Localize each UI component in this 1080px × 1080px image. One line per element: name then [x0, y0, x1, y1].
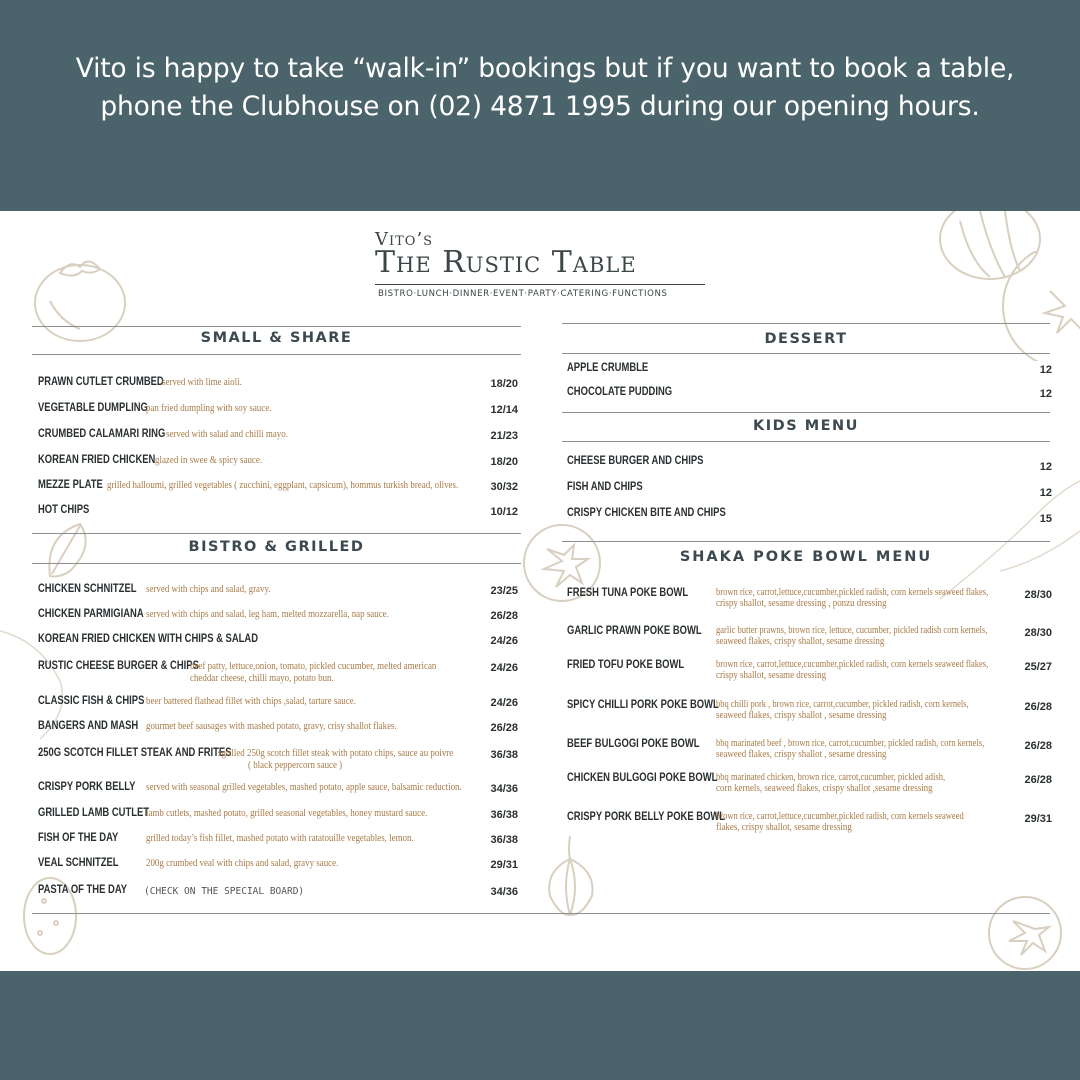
menu-item-row — [567, 455, 1052, 479]
item-price: 21/23 — [490, 430, 518, 442]
menu-item-row — [38, 608, 518, 632]
section-title-dessert: DESSERT — [764, 331, 848, 347]
item-price: 18/20 — [490, 378, 518, 390]
restaurant-logo — [375, 229, 715, 299]
item-price: 28/30 — [1024, 627, 1052, 639]
divider — [32, 533, 521, 534]
menu-item-row — [38, 583, 518, 607]
item-name: CRISPY CHICKEN BITE AND CHIPS — [567, 507, 726, 519]
item-description: beer battered flathead fillet with chips ,salad, tartare sauce. — [146, 696, 356, 707]
item-name: VEGETABLE DUMPLING — [38, 402, 148, 414]
item-price: 23/25 — [490, 585, 518, 597]
item-description: glazed in swee & spicy sauce. — [155, 455, 263, 466]
menu-item-row — [38, 720, 518, 744]
item-name: CRISPY PORK BELLY POKE BOWL — [567, 811, 726, 823]
item-description: garlic butter prawns, brown rice, lettuce, cucumber, pickled radish corn kernels, — [716, 625, 988, 636]
menu-item-row — [38, 781, 518, 805]
item-price: 12/14 — [490, 404, 518, 416]
section-title-poke: SHAKA POKE BOWL MENU — [679, 549, 933, 565]
booking-notice — [40, 50, 1080, 126]
item-description: brown rice, carrot,lettuce,cucumber,pickled radish, corn kernels seaweed — [716, 811, 964, 822]
item-name: RUSTIC CHEESE BURGER & CHIPS — [38, 660, 199, 672]
item-name: CHICKEN BULGOGI POKE BOWL — [567, 772, 718, 784]
item-price: 12 — [1039, 487, 1052, 499]
item-description: served with salad and chilli mayo. — [166, 429, 288, 440]
section-title-bistro: BISTRO & GRILLED — [188, 539, 365, 555]
tomato-icon — [985, 891, 1065, 971]
item-price: 12 — [1039, 461, 1052, 473]
item-name: VEAL SCHNITZEL — [38, 857, 119, 869]
item-price: 26/28 — [490, 722, 518, 734]
item-description: (CHECK ON THE SPECIAL BOARD) — [144, 886, 305, 897]
item-description: served with chips and salad, gravy. — [146, 584, 271, 595]
menu-item-row — [567, 587, 1052, 611]
item-name: CRUMBED CALAMARI RING — [38, 428, 166, 440]
item-description: grilled halloumi, grilled vegetables ( zucchini, eggplant, capsicum), hommus turkish bread, olives. — [107, 480, 459, 491]
item-description: served with seasonal grilled vegetables, mashed potato, apple sauce, balsamic reduction. — [146, 782, 462, 793]
menu-item-row — [38, 633, 518, 657]
divider — [32, 913, 1050, 914]
item-price: 36/38 — [490, 749, 518, 761]
item-price: 36/38 — [490, 834, 518, 846]
item-description: brown rice, carrot,lettuce,cucumber,pickled radish, corn kernels seaweed flakes, — [716, 587, 989, 598]
item-description-line-2: crispy shallot, sesame dressing — [716, 670, 827, 681]
menu-item-row — [38, 884, 518, 908]
item-price: 12 — [1039, 364, 1052, 376]
item-price: 24/26 — [490, 697, 518, 709]
item-name: CLASSIC FISH & CHIPS — [38, 695, 145, 707]
item-price: 26/28 — [1024, 774, 1052, 786]
item-name: KOREAN FRIED CHICKEN WITH CHIPS & SALAD — [38, 633, 259, 645]
item-description: served with chips and salad, leg ham, melted mozzarella, nap sauce. — [146, 609, 389, 620]
menu-item-row — [38, 402, 518, 426]
logo-tagline: BISTRO·LUNCH·DINNER·EVENT·PARTY·CATERING·FUNCTIONS — [378, 289, 668, 299]
bottom-banner — [0, 971, 1080, 1080]
menu-item-row — [567, 386, 1052, 410]
item-name: FISH AND CHIPS — [567, 481, 643, 493]
item-description-line-2: seaweed flakes, crispy shallot, sesame dressing — [716, 636, 885, 647]
booking-notice-line-1: Vito is happy to take “walk-in” bookings but if you want to book a table, — [75, 53, 1015, 84]
menu-item-row — [38, 479, 518, 503]
item-name: CHICKEN SCHNITZEL — [38, 583, 137, 595]
item-description: gourmet beef sausages with mashed potato, gravy, crisy shallot flakes. — [146, 721, 397, 732]
item-price: 12 — [1039, 388, 1052, 400]
item-description: 200g crumbed veal with chips and salad, gravy sauce. — [146, 858, 339, 869]
item-name: BEEF BULGOGI POKE BOWL — [567, 738, 700, 750]
menu-item-row — [38, 857, 518, 881]
menu-item-row — [567, 772, 1052, 796]
item-description: bbq chilli pork , brown rice, carrot,cucumber, pickled radish, corn kernels, — [716, 699, 969, 710]
item-description: pan fried dumpling with soy sauce. — [146, 403, 272, 414]
item-name: 250G SCOTCH FILLET STEAK AND FRITES — [38, 747, 232, 759]
item-description-line-2: ( black peppercorn sauce ) — [248, 760, 343, 771]
item-price: 29/31 — [1024, 813, 1052, 825]
logo-divider — [375, 284, 705, 285]
item-price: 26/28 — [490, 610, 518, 622]
item-price: 30/32 — [490, 481, 518, 493]
menu-item-row — [38, 504, 518, 528]
item-description: grilled today’s fish fillet, mashed potato with ratatouille vegetables, lemon. — [146, 833, 414, 844]
item-name: PASTA OF THE DAY — [38, 884, 128, 896]
item-name: GARLIC PRAWN POKE BOWL — [567, 625, 702, 637]
top-banner — [0, 0, 1080, 211]
item-price: 28/30 — [1024, 589, 1052, 601]
menu-item-row — [38, 807, 518, 831]
divider — [562, 541, 1050, 542]
divider — [562, 441, 1050, 442]
menu-item-row — [38, 454, 518, 478]
item-name: KOREAN FRIED CHICKEN — [38, 454, 156, 466]
item-description: bbq marinated chicken, brown rice, carrot,cucumber, pickled adish, — [716, 772, 946, 783]
item-name: CHOCOLATE PUDDING — [567, 386, 673, 398]
item-name: FISH OF THE DAY — [38, 832, 119, 844]
divider — [562, 412, 1050, 413]
item-description: brown rice, carrot,lettuce,cucumber,pickled radish, corn kernels seaweed flakes, — [716, 659, 989, 670]
item-price: 26/28 — [1024, 740, 1052, 752]
divider — [562, 323, 1050, 324]
menu-item-row — [38, 376, 518, 400]
item-price: 15 — [1039, 513, 1052, 525]
item-description: lamb cutlets, mashed potato, grilled seasonal vegetables, honey mustard sauce. — [146, 808, 428, 819]
item-name: GRILLED LAMB CUTLET — [38, 807, 150, 819]
item-name: CHICKEN PARMIGIANA — [38, 608, 144, 620]
divider — [562, 353, 1050, 354]
item-name: APPLE CRUMBLE — [567, 362, 649, 374]
item-description: served with lime aioli. — [162, 377, 242, 388]
menu-item-row — [38, 747, 518, 771]
booking-notice-line-2: phone the Clubhouse on (02) 4871 1995 during our opening hours. — [100, 91, 980, 122]
item-price: 24/26 — [490, 635, 518, 647]
item-name: CHEESE BURGER AND CHIPS — [567, 455, 704, 467]
menu-item-row — [38, 660, 518, 684]
menu-item-row — [38, 428, 518, 452]
item-price: 25/27 — [1024, 661, 1052, 673]
item-name: FRIED TOFU POKE BOWL — [567, 659, 685, 671]
section-title-small-share: SMALL & SHARE — [200, 330, 353, 346]
item-price: 10/12 — [490, 506, 518, 518]
menu-item-row — [567, 811, 1052, 835]
menu-item-row — [567, 481, 1052, 505]
item-price: 34/36 — [490, 783, 518, 795]
garlic-icon — [540, 831, 600, 921]
item-description-line-2: cheddar cheese, chilli mayo, potato bun. — [190, 673, 334, 684]
item-name: BANGERS AND MASH — [38, 720, 139, 732]
item-price: 34/36 — [490, 886, 518, 898]
divider — [32, 354, 521, 355]
menu-item-row — [567, 699, 1052, 723]
item-price: 18/20 — [490, 456, 518, 468]
item-description-line-2: seaweed flakes, crispy shallot , sesame dressing — [716, 749, 887, 760]
item-price: 36/38 — [490, 809, 518, 821]
menu-card — [0, 211, 1080, 971]
item-description-line-2: crispy shallot, sesame dressing , ponzu dressing — [716, 598, 887, 609]
logo-top-text: Vito’s — [375, 229, 434, 250]
menu-item-row — [567, 625, 1052, 649]
item-price: 26/28 — [1024, 701, 1052, 713]
item-description: beef patty, lettuce,onion, tomato, pickled cucumber, melted american — [190, 661, 437, 672]
menu-item-row — [567, 362, 1052, 386]
item-name: PRAWN CUTLET CRUMBED — [38, 376, 164, 388]
onion-icon — [935, 211, 1045, 291]
logo-main-text: The Rustic Table — [375, 245, 637, 280]
item-description: bbq marinated beef , brown rice, carrot,cucumber, pickled radish, corn kernels, — [716, 738, 985, 749]
item-name: CRISPY PORK BELLY — [38, 781, 136, 793]
item-name: MEZZE PLATE — [38, 479, 103, 491]
menu-item-row — [38, 832, 518, 856]
menu-item-row — [38, 695, 518, 719]
item-name: FRESH TUNA POKE BOWL — [567, 587, 689, 599]
menu-item-row — [567, 507, 1052, 531]
divider — [32, 563, 521, 564]
item-price: 29/31 — [490, 859, 518, 871]
menu-item-row — [567, 659, 1052, 683]
divider — [32, 326, 521, 327]
item-description-line-2: seaweed flakes, crispy shallot , sesame dressing — [716, 710, 887, 721]
section-title-kids: KIDS MENU — [753, 418, 859, 434]
item-name: HOT CHIPS — [38, 504, 90, 516]
item-price: 24/26 — [490, 662, 518, 674]
item-description-line-2: flakes, crispy shallot, sesame dressing — [716, 822, 852, 833]
item-description-line-2: corn kernels, seaweed flakes, crispy shallot ,sesame dressing — [716, 783, 933, 794]
item-description: sgrilled 250g scotch fillet steak with potato chips, sauce au poivre — [218, 748, 454, 759]
menu-item-row — [567, 738, 1052, 762]
item-name: SPICY CHILLI PORK POKE BOWL — [567, 699, 719, 711]
